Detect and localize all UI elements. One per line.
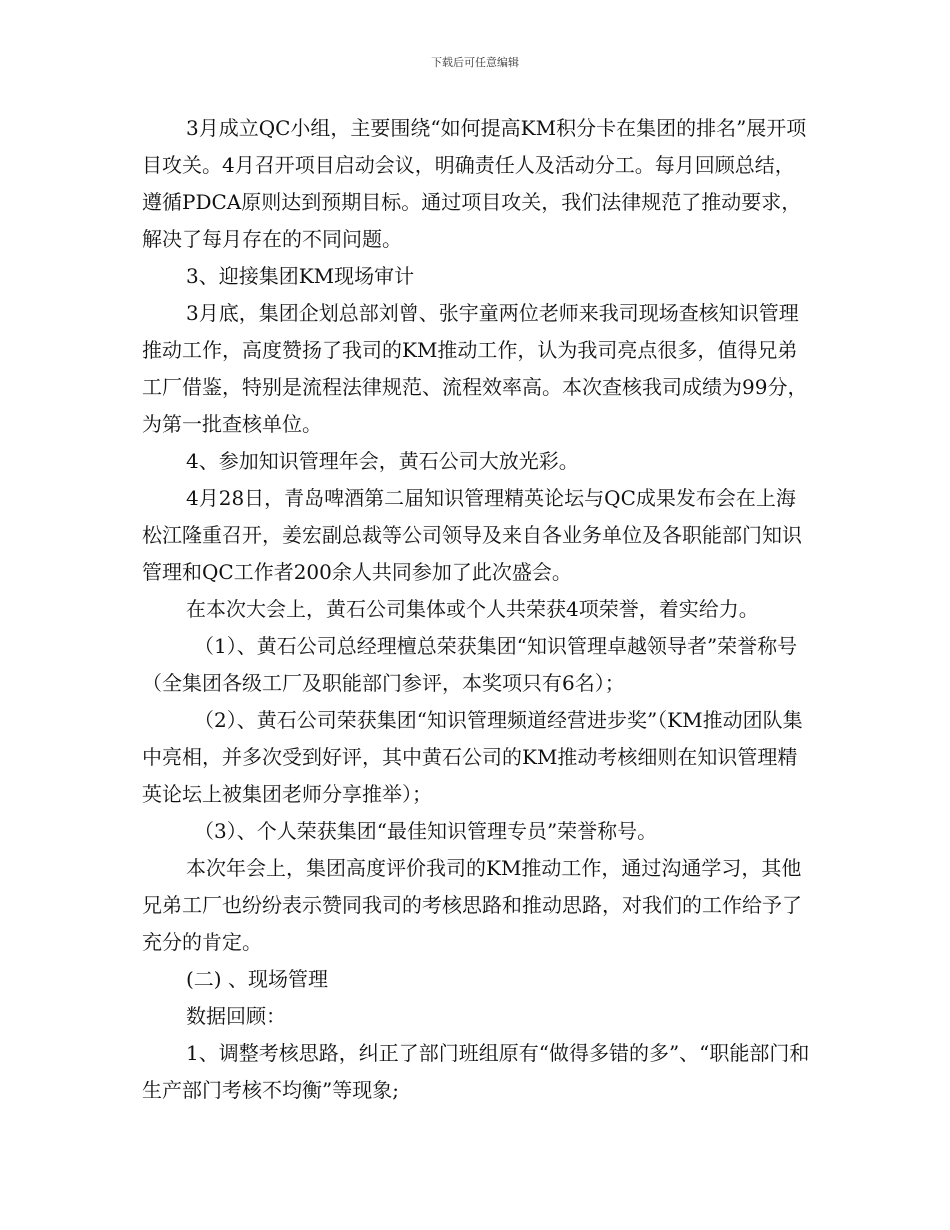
header-note: 下载后可任意编辑 <box>431 56 519 69</box>
paragraph-audit: 3月底，集团企划总部刘曾、张宇童两位老师来我司现场查核知识管理推动工作，高度赞扬了我司的KM推动工作，认为我司亮点很多，值得兄弟工厂借鉴，特别是流程法律规范、流程效率高。本次查核我司成绩为99分，为第一批查核单位。 <box>142 301 808 436</box>
heading-data-review: 数据回顾： <box>186 1004 286 1028</box>
paragraph-adjust-assessment: 1、调整考核思路，纠正了部门班组原有“做得多错的多”、“职能部门和生产部门考核不均衡”等现象; <box>142 1041 810 1102</box>
honor-item-3: （3）、个人荣获集团“最佳知识管理专员”荣誉称号。 <box>194 819 658 843</box>
honor-item-2: （2）、黄石公司荣获集团“知识管理频道经营进步奖”（KM推动团队集中亮相，并多次受到好评，其中黄石公司的KM推动考核细则在知识管理精英论坛上被集团老师分享推举）； <box>142 708 803 806</box>
heading-site-management: (二) 、现场管理 <box>186 967 328 991</box>
paragraph-honors: 在本次大会上，黄石公司集体或个人共荣获4项荣誉，着实给力。 <box>186 597 759 621</box>
document-body <box>142 110 814 1109</box>
honor-item-1: （1）、黄石公司总经理檀总荣获集团“知识管理卓越领导者”荣誉称号（全集团各级工厂及职能部门参评，本奖项只有6名）； <box>142 634 798 695</box>
heading-km-audit: 3、迎接集团KM现场审计 <box>186 264 415 288</box>
paragraph-forum: 4月28日，青岛啤酒第二届知识管理精英论坛与QC成果发布会在上海松江隆重召开，姜宏副总裁等公司领导及来自各业务单位及各职能部门知识管理和QC工作者200余人共同参加了此次盛会。 <box>142 486 802 584</box>
paragraph-qc-group: 3月成立QC小组，主要围绕“如何提高KM积分卡在集团的排名”展开项目攻关。4月召开项目启动会议，明确责任人及活动分工。每月回顾总结，遵循PDCA原则达到预期目标。通过项目攻关，我们法律规范了推动要求，解决了每月存在的不同问题。 <box>142 116 807 251</box>
paragraph-evaluation: 本次年会上，集团高度评价我司的KM推动工作，通过沟通学习，其他兄弟工厂也纷纷表示赞同我司的考核思路和推动思路，对我们的工作给予了充分的肯定。 <box>142 856 802 954</box>
heading-annual-meeting: 4、参加知识管理年会，黄石公司大放光彩。 <box>186 449 579 473</box>
